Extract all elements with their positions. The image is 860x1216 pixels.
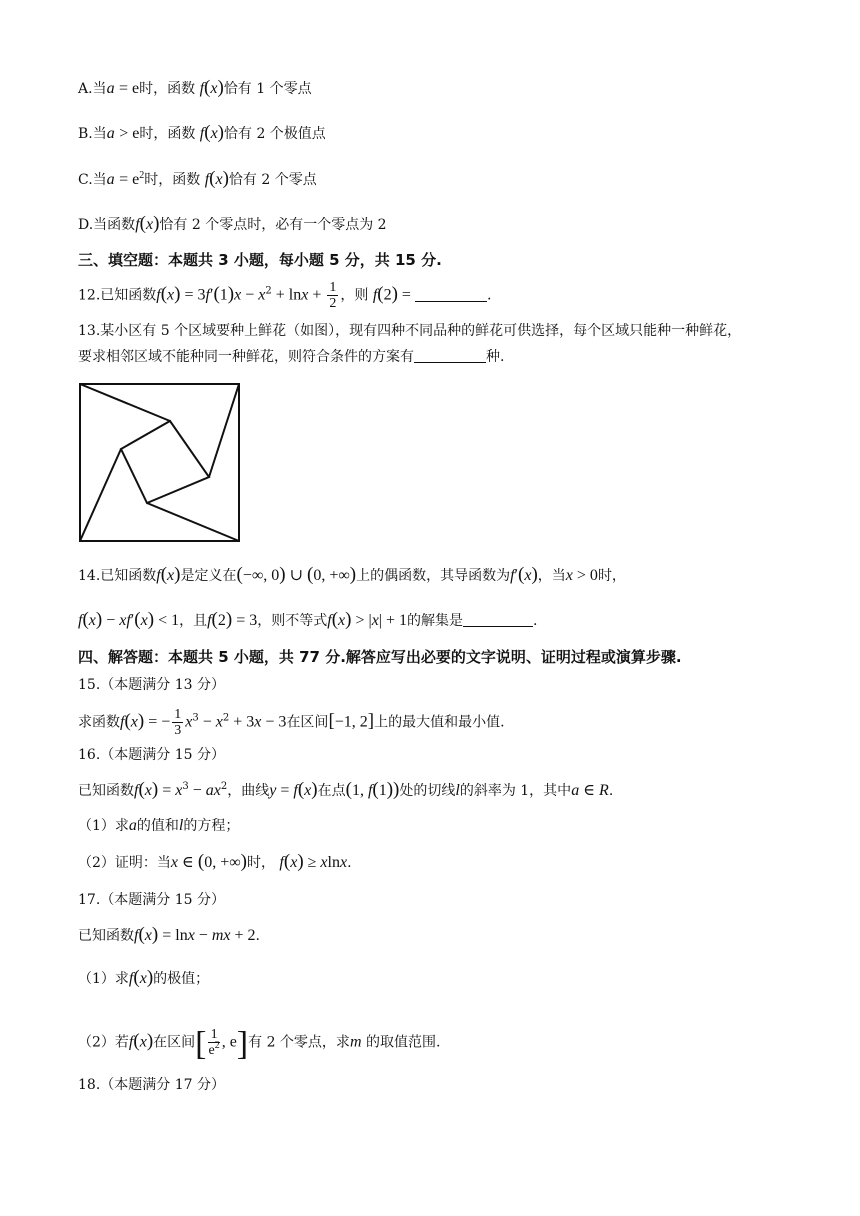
q13-text: 要求相邻区域不能种同一种鲜花，则符合条件的方案有 [78, 349, 414, 365]
option-c-prefix: C.当 [78, 172, 107, 188]
question-16-part-2: （2）证明：当x ∈ (0, +∞)时， f(x) ≥ xlnx. [78, 851, 352, 872]
option-d-text: 恰有 2 个零点时，必有一个零点为 2 [159, 217, 387, 233]
q16-p2-mid: 时， [246, 855, 275, 871]
q12-answer-blank[interactable] [415, 287, 487, 302]
q15-prefix: 求函数 [78, 714, 120, 731]
q14-line-1-end: 时， [597, 568, 626, 584]
question-14-line-1: 14.已知函数f(x)是定义在(−∞, 0) ∪ (0, +∞)上的偶函数，其导函数为f′(x)，当x > 0时， [78, 564, 626, 585]
question-17-part-1: （1）求f(x)的极值； [78, 967, 210, 988]
q12-mid: ，则 [340, 287, 369, 304]
option-b-text: 恰有 2 个极值点 [224, 126, 326, 142]
option-a-mid: 时，函数 [139, 81, 196, 97]
divider-line [147, 503, 239, 541]
q15-end: 上的最大值和最小值. [374, 714, 505, 731]
q12-fraction: $\frac{1}{2}$ [329, 280, 337, 311]
q15-mid: 在区间 [286, 714, 329, 731]
option-b-mid: 时，函数 [139, 126, 196, 142]
option-a: A.当a = e时，函数 f(x)恰有 1 个零点 [78, 77, 312, 98]
question-16-part-1: （1）求a的值和l的方程； [78, 817, 240, 834]
q16-mid-2: 在点 [317, 783, 346, 799]
option-d: D.当函数f(x)恰有 2 个零点时，必有一个零点为 2 [78, 213, 387, 234]
question-18-header: 18.（本题满分 17 分） [78, 1077, 225, 1093]
q17-p2-mid: 在区间 [153, 1034, 196, 1051]
option-c: C.当$a = e^2$时，函数 f(x)恰有 2 个零点 [78, 168, 317, 189]
q14-line-2-mid-2: ，则不等式 [257, 613, 328, 629]
q16-mid-1: ，曲线 [227, 783, 270, 799]
option-d-prefix: D.当函数 [78, 217, 136, 233]
q13-answer-blank[interactable] [414, 348, 486, 363]
q17-fraction: $\frac{1}{e^2}$ [208, 1027, 220, 1058]
option-b: B.当a > e时，函数 f(x)恰有 2 个极值点 [78, 122, 326, 143]
q14-line-2-mid-3: 的解集是 [407, 613, 464, 629]
q14-answer-blank[interactable] [463, 612, 533, 627]
q14-mid-3: ，当 [537, 568, 566, 584]
option-a-prefix: A.当 [78, 81, 107, 97]
option-c-text: 恰有 2 个零点 [228, 172, 317, 188]
q14-mid-2: 上的偶函数，其导函数为 [356, 568, 511, 584]
question-13-line-2 [78, 347, 504, 367]
q16-prefix: 已知函数 [78, 783, 134, 799]
q16-p1-end: 的方程； [183, 818, 240, 834]
question-16-body: 已知函数$f(x) = x^3 - ax^2$，曲线y = f(x)在点(1, f(1))处的切线l的斜率为 1，其中a ∈ R. [78, 779, 614, 800]
outer-square [80, 384, 239, 541]
q16-p2-end: . [347, 855, 352, 871]
q14-end: . [533, 613, 538, 629]
q16-p1-mid: 的值和 [136, 818, 179, 834]
q16-p2-prefix: （2）证明：当 [78, 855, 171, 871]
flower-region-figure [79, 383, 241, 543]
q17-p2-prefix: （2）若 [78, 1034, 129, 1051]
q17-p1-prefix: （1）求 [78, 971, 129, 987]
option-b-prefix: B.当 [78, 126, 107, 142]
q16-p1-prefix: （1）求 [78, 818, 129, 834]
question-15-body: 求函数f(x) = − $\frac{1}{3}$ $x^3 - x^2 + 3x - 3$在区间[−1, 2]上的最大值和最小值. [78, 707, 505, 738]
question-17-body: 已知函数f(x) = lnx − mx + 2. [78, 924, 260, 945]
q15-fraction: $\frac{1}{3}$ [174, 707, 182, 738]
question-17-header: 17.（本题满分 15 分） [78, 892, 225, 908]
q16-end: . [608, 783, 614, 799]
question-13-line-1: 13.某小区有 5 个区域要种上鲜花（如图），现有四种不同品种的鲜花可供选择，每个区域只能种一种鲜花， [78, 323, 742, 339]
divider-line [80, 449, 121, 541]
section-3-heading: 三、填空题：本题共 3 小题，每小题 5 分，共 15 分. [78, 251, 442, 269]
question-17-part-2: （2）若f(x)在区间[ $\frac{1}{e^2}$ , e]有 2 个零点，求m 的取值范围. [78, 1025, 441, 1063]
q14-line-2-mid-1: ，且 [179, 613, 208, 629]
q13-end: 种. [486, 349, 505, 365]
q17-p2-end: 的取值范围. [365, 1034, 441, 1051]
q12-prefix: 12.已知函数 [78, 287, 157, 304]
inner-square [121, 421, 209, 503]
option-a-text: 恰有 1 个零点 [223, 81, 312, 97]
q16-mid-4: 的斜率为 1，其中 [459, 783, 572, 799]
divider-line [80, 384, 170, 421]
q17-p2-mid-2: 有 2 个零点，求 [248, 1034, 350, 1051]
divider-line [209, 384, 239, 477]
q12-end: . [486, 287, 492, 304]
question-12: 12.已知函数$f(x) = 3f'(1)x - x^2 + \ln x$ + $\frac{1}{2}$ ，则 f(2) = . [78, 280, 492, 311]
section-4-heading: 四、解答题：本题共 5 小题，共 77 分.解答应写出必要的文字说明、证明过程或演算步骤. [78, 648, 682, 666]
q16-mid-3: 处的切线 [399, 783, 456, 799]
q17-end: . [255, 928, 260, 944]
question-14-line-2: f(x) − xf′(x) < 1，且f(2) = 3，则不等式f(x) > |x| + 1的解集是 . [78, 609, 538, 630]
option-c-mid: 时，函数 [144, 172, 201, 188]
question-16-header: 16.（本题满分 15 分） [78, 747, 225, 763]
q14-prefix: 14.已知函数 [78, 568, 157, 584]
q17-prefix: 已知函数 [78, 928, 134, 944]
q17-p1-end: 的极值； [153, 971, 210, 987]
question-15-header: 15.（本题满分 13 分） [78, 677, 225, 693]
q14-mid-1: 是定义在 [180, 568, 237, 584]
